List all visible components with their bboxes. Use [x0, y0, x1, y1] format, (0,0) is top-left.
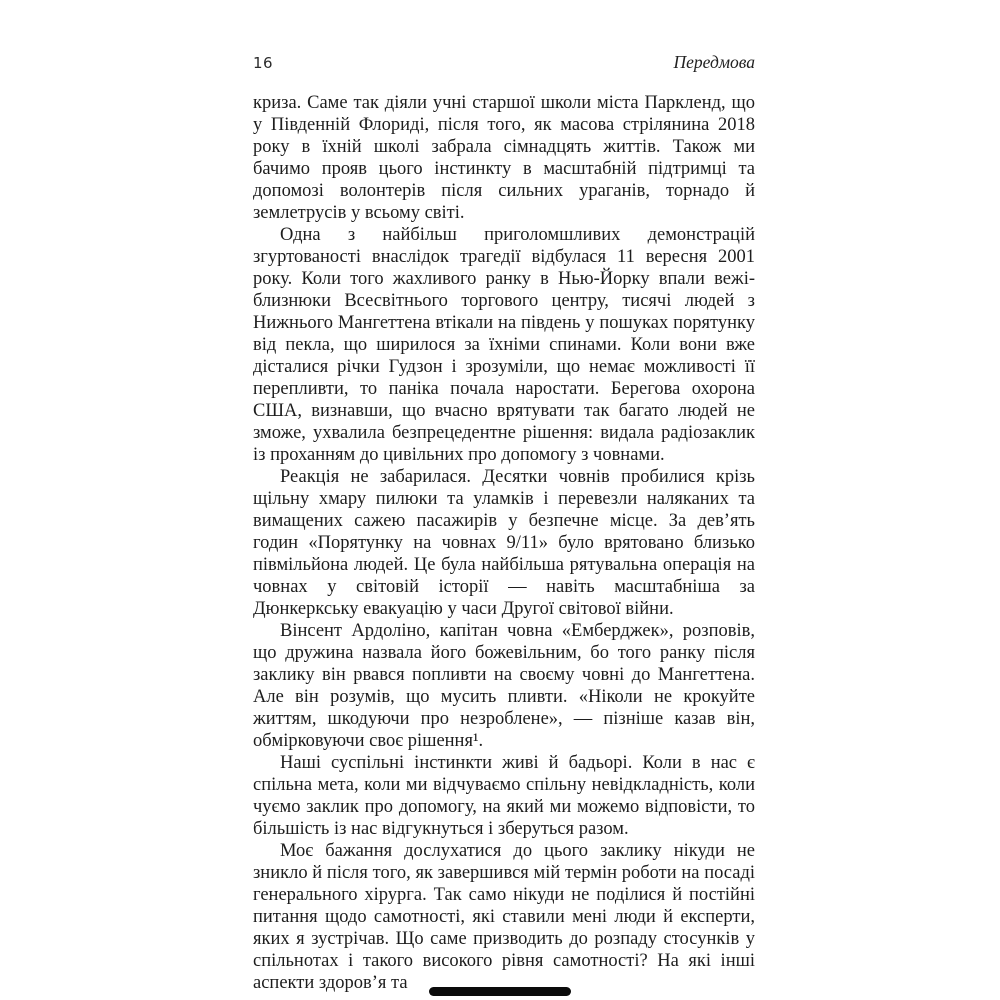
- paragraph: Одна з найбільш приголомшливих демонстрацій згуртованості внаслідок трагедії відбулася 11 вересня 2001 року. Коли того жахливого ранку в Нью-Йорку впали вежі-близнюки Всесвітнього торгового центру, тисячі людей з Нижнього Мангеттена втікали на південь у пошуках порятунку від пекла, що ширилося за їхніми спинами. Коли вони вже дісталися річки Гудзон і зрозуміли, що немає можливості її перепливти, то паніка почала наростати. Берегова охорона США, визнавши, що вчасно врятувати так багато людей не зможе, ухвалила безпрецедентне рішення: видала радіозаклик із проханням до цивільних про допомогу з човнами.: [253, 225, 755, 465]
- running-header: [253, 52, 755, 72]
- page-number: 16: [253, 54, 274, 72]
- paragraph: криза. Саме так діяли учні старшої школи міста Паркленд, що у Південній Флориді, після того, як масова стрілянина 2018 року в їхній школі забрала сімнадцять життів. Також ми бачимо прояв цього інстинкту в масштабній підтримці та допомозі волонтерів після сильних ураганів, торнадо й землетрусів у всьому світі.: [253, 93, 755, 223]
- paragraph: Наші суспільні інстинкти живі й бадьорі. Коли в нас є спільна мета, коли ми відчуваємо спільну невідкладність, коли чуємо заклик про допомогу, на який ми можемо відповісти, то більшість із нас відгукнуться і зберуться разом.: [253, 753, 755, 839]
- paragraph: Реакція не забарилася. Десятки човнів пробилися крізь щільну хмару пилюки та уламків і перевезли наляканих та вимащених сажею пасажирів у безпечне місце. За дев’ять годин «Порятунку на човнах 9/11» було врятовано близько півмільйона людей. Це була найбільша рятувальна операція на човнах у світовій історії — навіть масштабніша за Дюнкеркську евакуацію у часи Другої світової війни.: [253, 467, 755, 619]
- paragraph: Вінсент Ардоліно, капітан човна «Емберджек», розповів, що дружина назвала його божевільним, бо того ранку після заклику він рвався попливти на своєму човні до Мангеттена. Але він розумів, що мусить пливти. «Ніколи не крокуйте життям, шкодуючи про незроблене», — пізніше казав він, обмірковуючи своє рішення¹.: [253, 621, 755, 751]
- chapter-title: Передмова: [673, 52, 755, 72]
- paragraph: Моє бажання дослухатися до цього заклику нікуди не зникло й після того, як завершився мій термін роботи на посаді генерального хірурга. Так само нікуди не поділися й постійні питання щодо самотності, які ставили мені люди й експерти, яких я зустрічав. Що саме призводить до розпаду стосунків у спільнотах і такого високого рівня самотності? На які інші аспекти здоров’я та: [253, 841, 755, 993]
- page-content: [253, 52, 755, 994]
- text-body: [253, 92, 755, 994]
- home-indicator-bar[interactable]: [429, 987, 571, 996]
